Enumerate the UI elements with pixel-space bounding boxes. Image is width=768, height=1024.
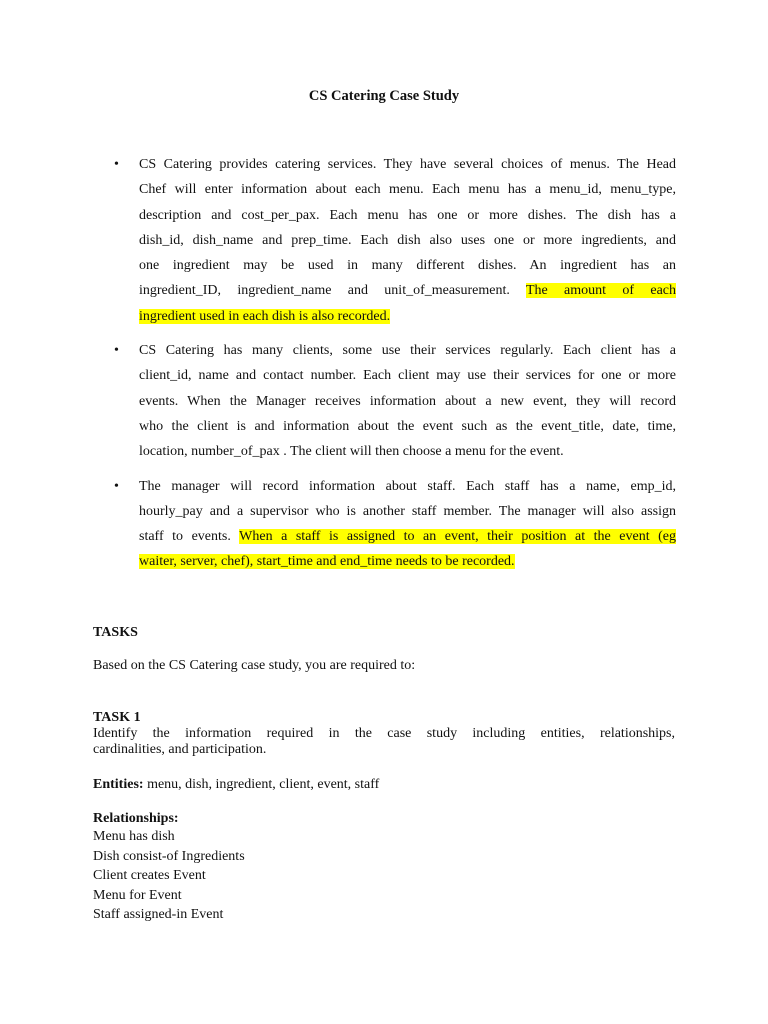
- paragraph-line: description and cost_per_pax. Each menu has one or more dishes. The dish has a: [139, 207, 676, 223]
- paragraph-line: who the client is and information about the event such as the event_title, date, time,: [139, 418, 676, 434]
- task1-text-line: Identify the information required in the case study including entities, relationships,: [93, 726, 675, 741]
- paragraph-line: [139, 278, 676, 303]
- paragraph-line: [139, 549, 676, 574]
- plain-text: staff to events.: [139, 529, 231, 545]
- case-study-bullets: [114, 152, 676, 584]
- highlighted-text: ingredient used in each dish is also recorded.: [139, 308, 391, 324]
- plain-text: ingredient_ID, ingredient_name and unit_of_measurement.: [139, 283, 510, 299]
- relationship-item: Menu has dish: [93, 829, 175, 844]
- highlighted-text: When a staff is assigned to an event, their position at the event (eg: [239, 529, 676, 545]
- bullet-staff: [114, 474, 676, 575]
- paragraph-line: CS Catering has many clients, some use their services regularly. Each client has a: [139, 343, 676, 359]
- paragraph-line: The manager will record information about staff. Each staff has a name, emp_id,: [139, 478, 676, 494]
- task1-section: [93, 709, 675, 758]
- relationship-item: Menu for Event: [93, 887, 182, 903]
- paragraph-line: dish_id, dish_name and prep_time. Each dish also uses one or more ingredients, and: [139, 232, 676, 248]
- bullet-clients-events: [114, 338, 676, 464]
- paragraph-line: one ingredient may be used in many different dishes. An ingredient has an: [139, 258, 676, 274]
- paragraph-line: events. When the Manager receives information about a new event, they will record: [139, 393, 676, 409]
- tasks-intro: Based on the CS Catering case study, you are required to:: [93, 658, 416, 673]
- paragraph-line: [139, 304, 676, 329]
- bullet-icon: •: [114, 478, 119, 494]
- highlighted-text: waiter, server, chef), start_time and end_time needs to be recorded.: [139, 554, 515, 570]
- document-title: CS Catering Case Study: [308, 88, 460, 104]
- tasks-heading: TASKS: [93, 625, 138, 640]
- relationship-item: Client creates Event: [93, 868, 206, 883]
- relationship-item: Dish consist-of Ingredients: [93, 848, 245, 864]
- entities-line: [93, 775, 675, 795]
- task1-heading: TASK 1: [93, 710, 141, 725]
- paragraph-line: client_id, name and contact number. Each client may use their services for one or more: [139, 368, 676, 384]
- entities-text: menu, dish, ingredient, client, event, staff: [143, 777, 380, 792]
- paragraph-line: CS Catering provides catering services. They have several choices of menus. The Head: [139, 157, 676, 172]
- task1-text-line: cardinalities, and participation.: [93, 742, 267, 757]
- relationship-item: Staff assigned-in Event: [93, 907, 224, 922]
- bullet-icon: •: [114, 343, 119, 359]
- paragraph-line: Chef will enter information about each menu. Each menu has a menu_id, menu_type,: [139, 182, 676, 198]
- highlighted-text: The amount of each: [525, 283, 677, 299]
- bullet-icon: •: [114, 157, 119, 172]
- bullet-catering-menus: [114, 152, 676, 329]
- relationships-label: Relationships:: [93, 811, 179, 826]
- paragraph-line: [139, 524, 676, 549]
- entities-label: Entities:: [93, 777, 144, 792]
- paragraph-line: hourly_pay and a supervisor who is another staff member. The manager will also assign: [139, 503, 676, 519]
- paragraph-line: location, number_of_pax . The client will then choose a menu for the event.: [139, 444, 564, 460]
- relationships-section: [93, 810, 675, 925]
